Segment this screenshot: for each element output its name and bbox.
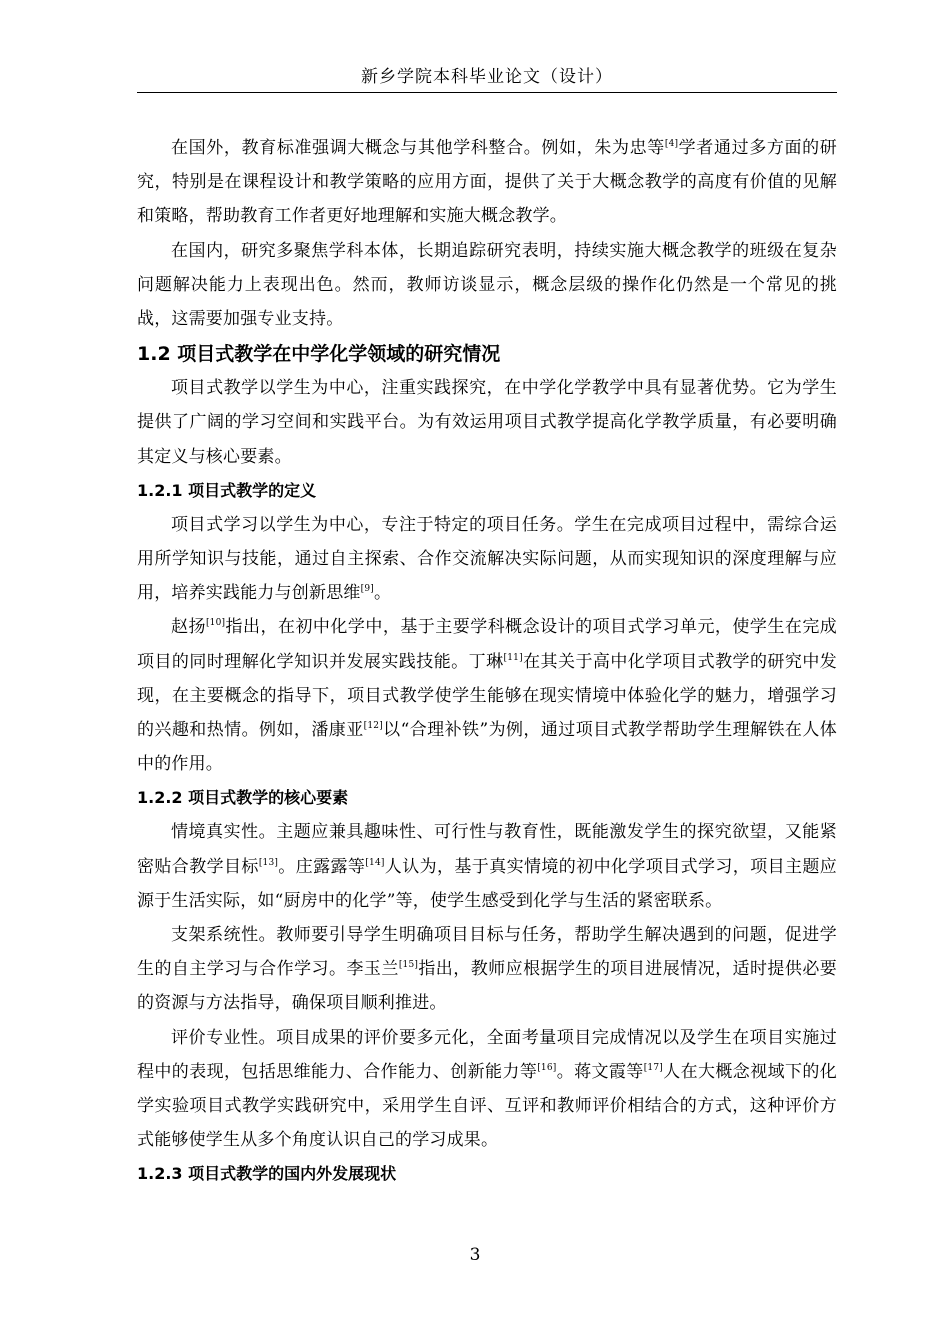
paragraph-evaluation: 评价专业性。项目成果的评价要多元化，全面考量项目完成情况以及学生在项目实施过程中的表现，包括思维能力、合作能力、创新能力等[16]。蒋文霞等[17]人在大概念视域下的化学实验项目式教学实践研究中，采用学生自评、互评和教师评价相结合的方式，这种评价方式能够使学生从多个角度认识自己的学习成果。 bbox=[137, 1027, 838, 1151]
citation-ref: [15] bbox=[398, 960, 419, 971]
document-body bbox=[137, 131, 837, 1191]
page-header-title: 新乡学院本科毕业论文（设计） bbox=[361, 67, 613, 87]
subsection-heading-1-2-2: 1.2.2 项目式教学的核心要素 bbox=[137, 788, 349, 808]
subsection-heading-1-2-1: 1.2.1 项目式教学的定义 bbox=[137, 480, 317, 500]
section-heading-1-2: 1.2 项目式教学在中学化学领域的研究情况 bbox=[137, 343, 501, 366]
paragraph-section-intro: 项目式教学以学生为中心，注重实践探究，在中学化学教学中具有显著优势。它为学生提供了广阔的学习空间和实践平台。为有效运用项目式教学提高化学教学质量，有必要明确其定义与核心要素。 bbox=[137, 378, 837, 467]
citation-ref: [9] bbox=[360, 584, 374, 595]
citation-ref: [10] bbox=[205, 618, 226, 629]
citation-ref: [17] bbox=[643, 1062, 663, 1073]
paragraph-context-authenticity: 情境真实性。主题应兼具趣味性、可行性与教育性，既能激发学生的探究欲望，又能紧密贴合教学目标[13]。庄露露等[14]人认为，基于真实情境的初中化学项目式学习，项目主题应源于生活实际，如“厨房中的化学”等，使学生感受到化学与生活的紧密联系。 bbox=[137, 822, 838, 911]
paragraph-definition: 项目式学习以学生为中心，专注于特定的项目任务。学生在完成项目过程中，需综合运用所学知识与技能，通过自主探索、合作交流解决实际问题，从而实现知识的深度理解与应用，培养实践能力与创新思维[9]。 bbox=[137, 514, 837, 604]
page-number: 3 bbox=[469, 1245, 481, 1265]
subsection-heading-1-2-3: 1.2.3 项目式教学的国内外发展现状 bbox=[137, 1164, 397, 1184]
citation-ref: [4] bbox=[664, 139, 679, 149]
header-divider bbox=[137, 92, 837, 93]
paragraph-domestic-research: 在国内，研究多聚焦学科本体，长期追踪研究表明，持续实施大概念教学的班级在复杂问题解决能力上表现出色。然而，教师访谈显示，概念层级的操作化仍然是一个常见的挑战，这需要加强专业支持。 bbox=[137, 240, 837, 330]
citation-ref: [13] bbox=[258, 857, 279, 868]
citation-ref: [12] bbox=[363, 721, 383, 732]
citation-ref: [11] bbox=[503, 652, 523, 663]
paragraph-scaffolding: 支架系统性。教师要引导学生明确项目目标与任务，帮助学生解决遇到的问题，促进学生的自主学习与合作学习。李玉兰[15]指出，教师应根据学生的项目进展情况，适时提供必要的资源与方法指导，确保项目顺利推进。 bbox=[137, 925, 837, 1014]
citation-ref: [16] bbox=[537, 1062, 557, 1073]
paragraph-definition-studies: 赵扬[10]指出，在初中化学中，基于主要学科概念设计的项目式学习单元，使学生在完成项目的同时理解化学知识并发展实践技能。丁琳[11]在其关于高中化学项目式教学的研究中发现，在主要概念的指导下，项目式教学使学生能够在现实情境中体验化学的魅力，增强学习的兴趣和热情。例如，潘康亚[12]以“合理补铁”为例，通过项目式教学帮助学生理解铁在人体中的作用。 bbox=[137, 617, 838, 775]
paragraph-foreign-research: 在国外，教育标准强调大概念与其他学科整合。例如，朱为忠等[4]学者通过多方面的研究，特别是在课程设计和教学策略的应用方面，提供了关于大概念教学的高度有价值的见解和策略，帮助教育工作者更好地理解和实施大概念教学。 bbox=[137, 138, 837, 227]
citation-ref: [14] bbox=[365, 857, 385, 868]
